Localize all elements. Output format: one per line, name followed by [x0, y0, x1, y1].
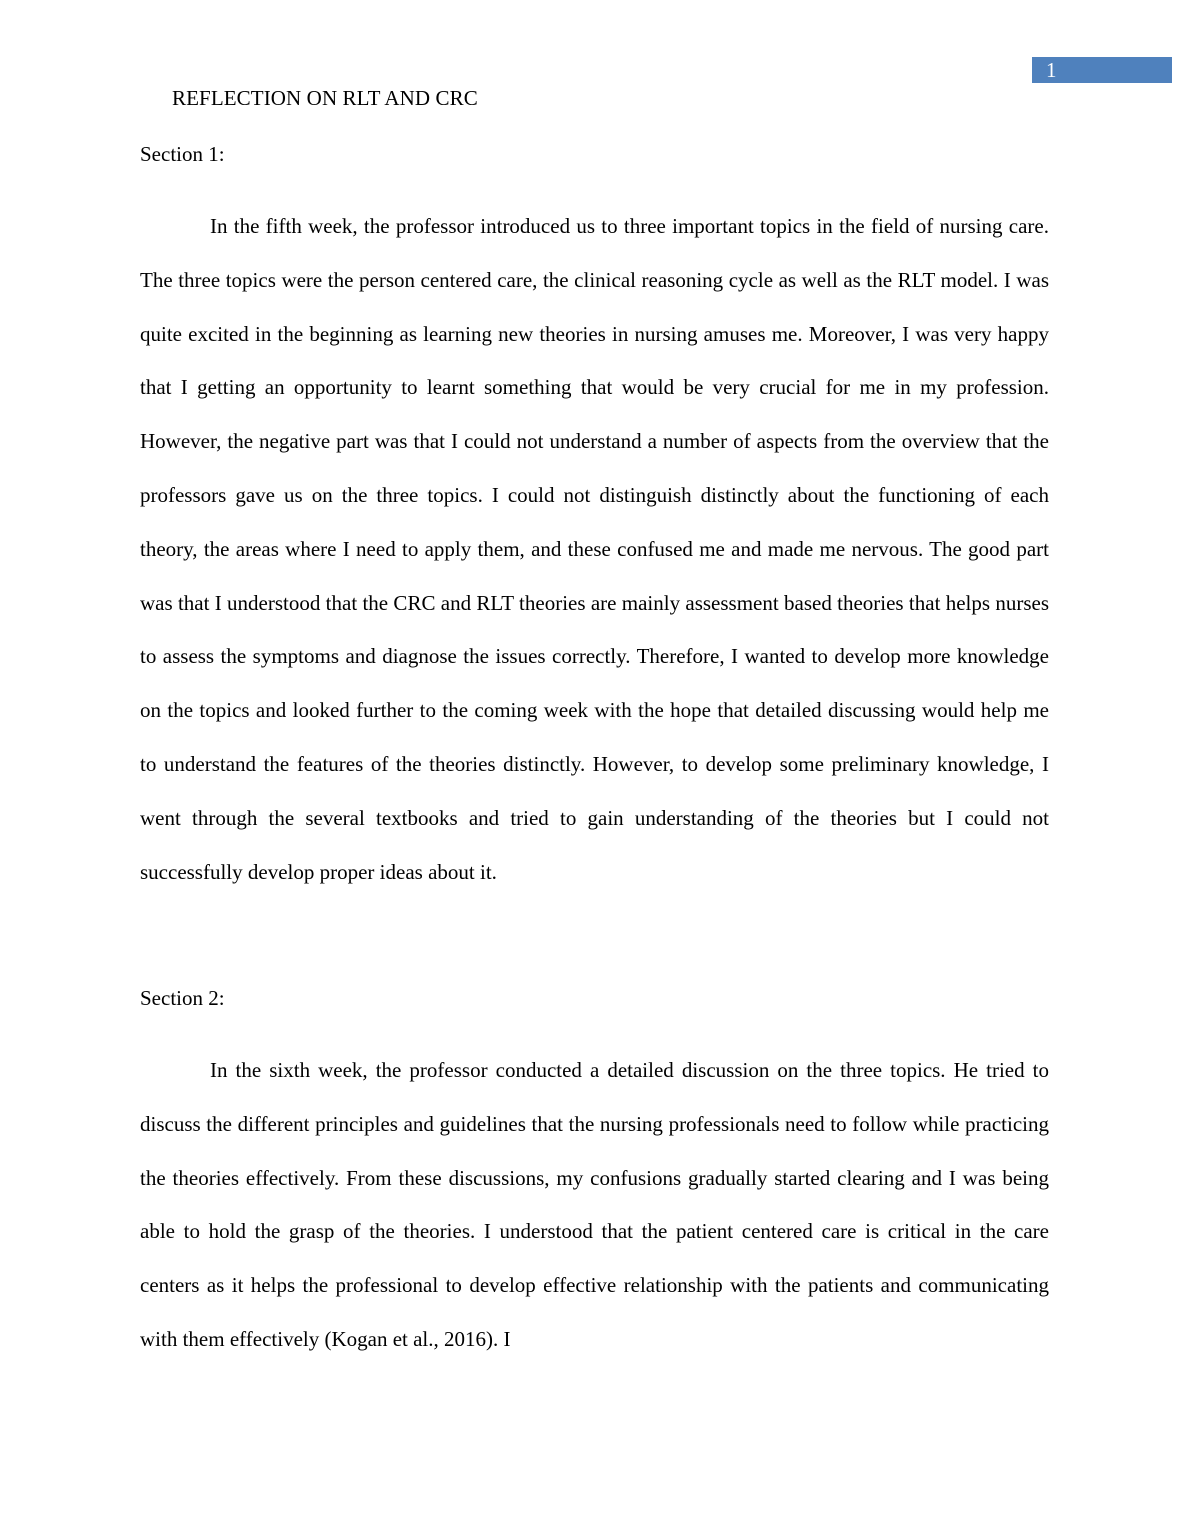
section-2-heading: Section 2: [140, 986, 225, 1010]
running-head: REFLECTION ON RLT AND CRC [172, 86, 478, 110]
page-number: 1 [1032, 57, 1172, 83]
section-1-heading: Section 1: [140, 142, 225, 166]
section-1-paragraph: In the fifth week, the professor introduced us to three important topics in the field of nursing care. The three topics were the person centered care, the clinical reasoning cycle as well as the RLT model. I was quite excited in the beginning as learning new theories in nursing amuses me. Moreover, I was very happy that I getting an opportunity to learnt something that would be very crucial for me in my profession. However, the negative part was that I could not understand a number of aspects from the overview that the professors gave us on the three topics. I could not distinguish distinctly about the functioning of each theory, the areas where I need to apply them, and these confused me and made me nervous. The good part was that I understood that the CRC and RLT theories are mainly assessment based theories that helps nurses to assess the symptoms and diagnose the issues correctly. Therefore, I wanted to develop more knowledge on the topics and looked further to the coming week with the hope that detailed discussing would help me to understand the features of the theories distinctly. However, to develop some preliminary knowledge, I went through the several textbooks and tried to gain understanding of the theories but I could not successfully develop proper ideas about it. [140, 214, 1049, 884]
section-2-paragraph: In the sixth week, the professor conducted a detailed discussion on the three topics. He tried to discuss the different principles and guidelines that the nursing professionals need to follow while practicing the theories effectively. From these discussions, my confusions gradually started clearing and I was being able to hold the grasp of the theories. I understood that the patient centered care is critical in the care centers as it helps the professional to develop effective relationship with the patients and communicating with them effectively (Kogan et al., 2016). I [140, 1058, 1049, 1351]
